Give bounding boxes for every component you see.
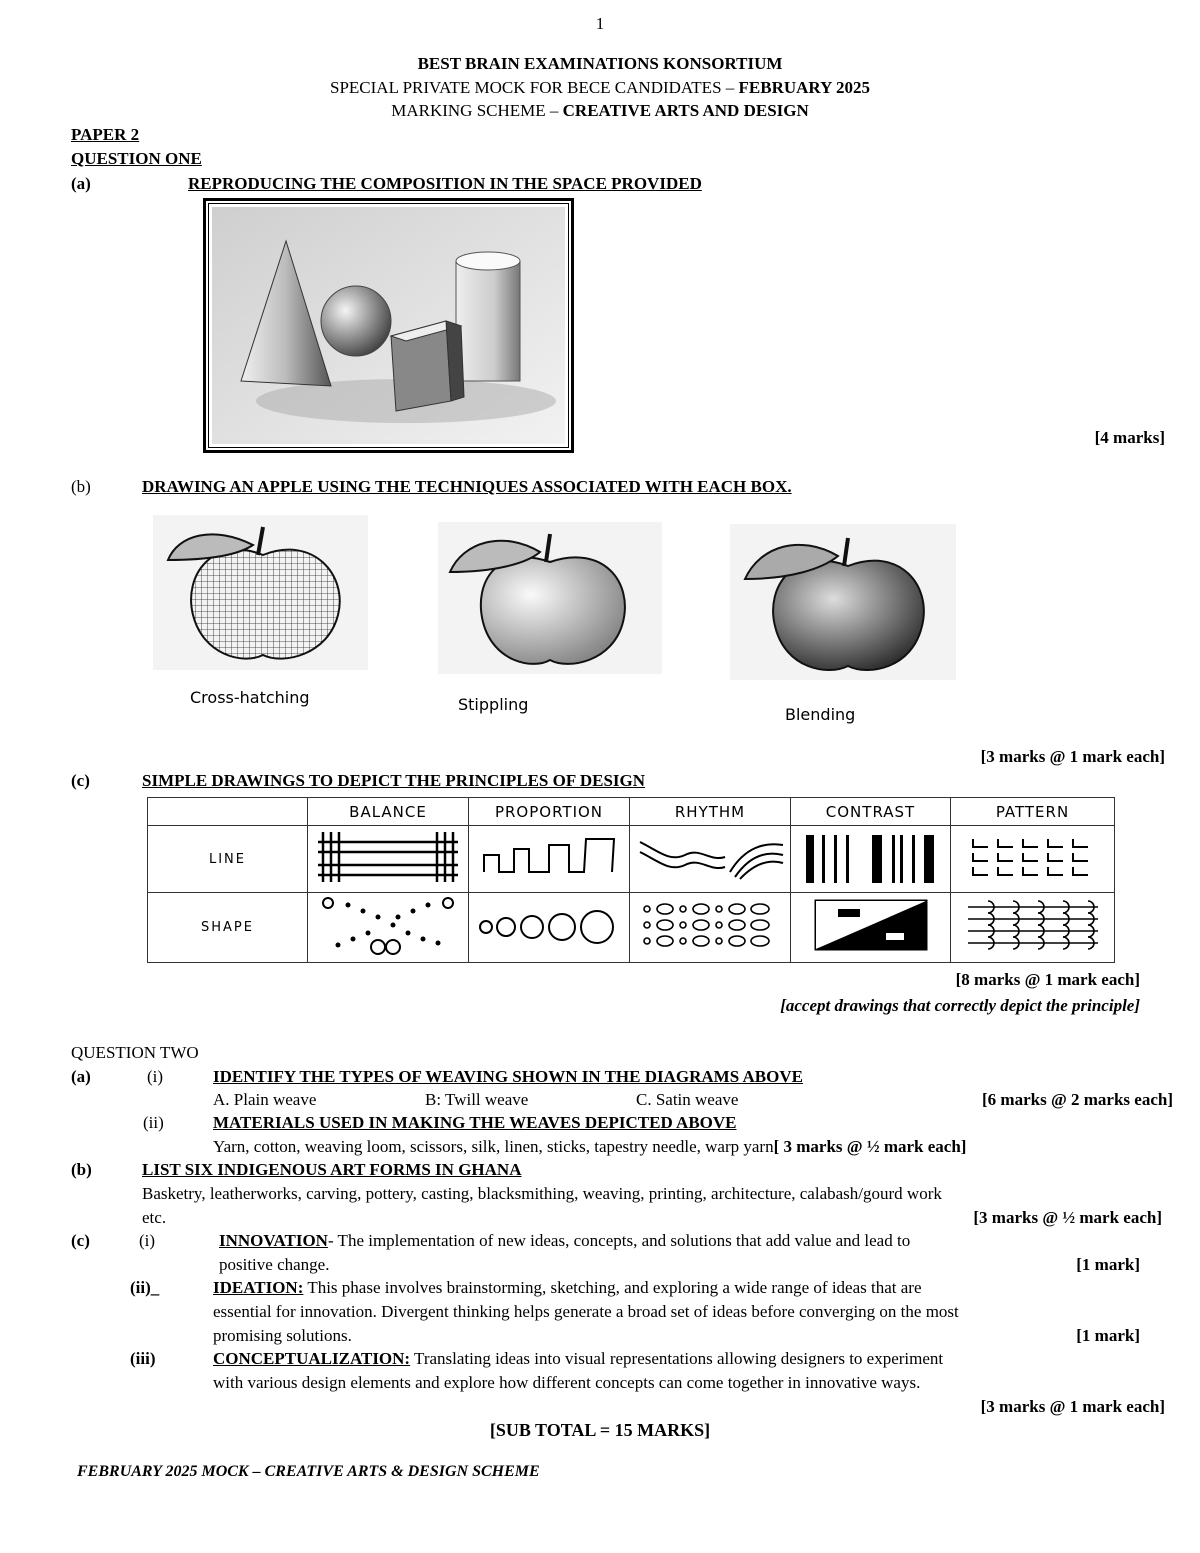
q2-a-label: (a) bbox=[71, 1067, 91, 1086]
weave-b: B: Twill weave bbox=[425, 1090, 529, 1109]
q2-c-ii-answer-line1: IDEATION: This phase involves brainstorming, sketching, and exploring a wide range of ideas that are bbox=[213, 1278, 922, 1297]
q1-a-label: (a) bbox=[71, 174, 91, 193]
q1-c-note: [accept drawings that correctly depict the principle] bbox=[780, 996, 1140, 1015]
q2-c-ii-answer-line2: essential for innovation. Divergent thinking helps generate a broad set of ideas before converging on the most bbox=[213, 1302, 959, 1321]
apple-blending-image bbox=[730, 524, 956, 680]
row-header-shape: SHAPE bbox=[148, 893, 308, 963]
proportion-shape-drawing bbox=[469, 893, 630, 963]
q1-b-marks: [3 marks @ 1 mark each] bbox=[980, 747, 1165, 766]
q2-c-ii-answer-line3: promising solutions. bbox=[213, 1326, 352, 1345]
column-header-rhythm: RHYTHM bbox=[630, 798, 791, 826]
q2-c-i-answer-line1: INNOVATION- The implementation of new ideas, concepts, and solutions that add value and lead to bbox=[219, 1231, 911, 1250]
rhythm-line-drawing bbox=[630, 826, 791, 893]
q2-a-ii-label: (ii) bbox=[143, 1113, 164, 1132]
q2-b-answer-line1: Basketry, leatherworks, carving, pottery, casting, blacksmithing, weaving, printing, architecture, calabash/gourd work bbox=[142, 1184, 942, 1203]
still-life-image bbox=[206, 201, 571, 450]
q2-a-ii-title: MATERIALS USED IN MAKING THE WEAVES DEPICTED ABOVE bbox=[213, 1113, 737, 1132]
exam-body-title: BEST BRAIN EXAMINATIONS KONSORTIUM bbox=[417, 54, 783, 73]
q2-b-answer-line2: etc. bbox=[142, 1208, 167, 1227]
q2-a-ii-answer: Yarn, cotton, weaving loom, scissors, silk, linen, sticks, tapestry needle, warp yarn[ 3 marks @ ½ mark each] bbox=[213, 1137, 967, 1156]
weave-c: C. Satin weave bbox=[636, 1090, 739, 1109]
q2-c-iii-label: (iii) bbox=[130, 1349, 156, 1368]
q2-c-label: (c) bbox=[71, 1231, 90, 1250]
page-footer: FEBRUARY 2025 MOCK – CREATIVE ARTS & DESIGN SCHEME bbox=[77, 1463, 540, 1480]
contrast-shape-drawing bbox=[791, 893, 951, 963]
column-header-proportion: PROPORTION bbox=[469, 798, 630, 826]
subtotal: [SUB TOTAL = 15 MARKS] bbox=[489, 1420, 711, 1440]
balance-line-drawing bbox=[308, 826, 469, 893]
q2-c-ii-label: (ii)_ bbox=[130, 1278, 160, 1297]
contrast-line-drawing bbox=[791, 826, 951, 893]
column-header-contrast: CONTRAST bbox=[791, 798, 951, 826]
pattern-shape-drawing bbox=[951, 893, 1115, 963]
q1-b-label: (b) bbox=[71, 477, 91, 496]
q2-c-i-marks: [1 mark] bbox=[1076, 1255, 1140, 1274]
row-header-line: LINE bbox=[148, 826, 308, 893]
rhythm-shape-drawing bbox=[630, 893, 791, 963]
q2-a-i-marks: [6 marks @ 2 marks each] bbox=[982, 1090, 1173, 1109]
q2-c-i-answer-line2: positive change. bbox=[219, 1255, 330, 1274]
exam-subtitle: SPECIAL PRIVATE MOCK FOR BECE CANDIDATES – FEBRUARY 2025 bbox=[330, 78, 870, 97]
q2-c-iii-answer-line1: CONCEPTUALIZATION: Translating ideas into visual representations allowing designers to experiment bbox=[213, 1349, 944, 1368]
apple-cross-hatching-image bbox=[153, 515, 368, 670]
q2-c-marks: [3 marks @ 1 mark each] bbox=[980, 1397, 1165, 1416]
q1-c-title: SIMPLE DRAWINGS TO DEPICT THE PRINCIPLES OF DESIGN bbox=[142, 771, 646, 790]
apple-stippling-image bbox=[438, 522, 662, 674]
q2-b-title: LIST SIX INDIGENOUS ART FORMS IN GHANA bbox=[142, 1160, 522, 1179]
column-header-pattern: PATTERN bbox=[951, 798, 1115, 826]
question-two-heading: QUESTION TWO bbox=[71, 1043, 199, 1062]
q2-a-i-title: IDENTIFY THE TYPES OF WEAVING SHOWN IN THE DIAGRAMS ABOVE bbox=[213, 1067, 803, 1086]
weave-a: A. Plain weave bbox=[213, 1090, 317, 1109]
proportion-line-drawing bbox=[469, 826, 630, 893]
q1-a-title: REPRODUCING THE COMPOSITION IN THE SPACE PROVIDED bbox=[188, 174, 702, 193]
paper-label: PAPER 2 bbox=[71, 125, 140, 144]
q2-c-iii-answer-line2: with various design elements and explore how different concepts can come together in innovative ways. bbox=[213, 1373, 921, 1392]
page-number: 1 bbox=[595, 14, 605, 33]
q2-c-i-label: (i) bbox=[139, 1231, 156, 1250]
q1-c-label: (c) bbox=[71, 771, 90, 790]
q2-b-label: (b) bbox=[71, 1160, 92, 1179]
balance-shape-drawing bbox=[308, 893, 469, 963]
q1-a-marks: [4 marks] bbox=[1094, 428, 1165, 447]
apple-caption-blending: Blending bbox=[785, 705, 856, 724]
q2-b-marks: [3 marks @ ½ mark each] bbox=[973, 1208, 1162, 1227]
q1-b-title: DRAWING AN APPLE USING THE TECHNIQUES ASSOCIATED WITH EACH BOX. bbox=[142, 477, 792, 496]
column-header-balance: BALANCE bbox=[308, 798, 469, 826]
q2-a-i-label: (i) bbox=[147, 1067, 164, 1086]
marking-scheme-title: MARKING SCHEME – CREATIVE ARTS AND DESIGN bbox=[391, 101, 809, 120]
apple-caption-cross-hatching: Cross-hatching bbox=[190, 688, 310, 707]
q2-c-ii-marks: [1 mark] bbox=[1076, 1326, 1140, 1345]
principles-of-design-table bbox=[147, 797, 1115, 963]
composition-drawing bbox=[203, 198, 574, 453]
apple-caption-stippling: Stippling bbox=[458, 695, 529, 714]
q1-c-marks: [8 marks @ 1 mark each] bbox=[955, 970, 1140, 989]
table-corner bbox=[148, 798, 308, 826]
pattern-line-drawing bbox=[951, 826, 1115, 893]
question-one-heading: QUESTION ONE bbox=[71, 149, 202, 168]
